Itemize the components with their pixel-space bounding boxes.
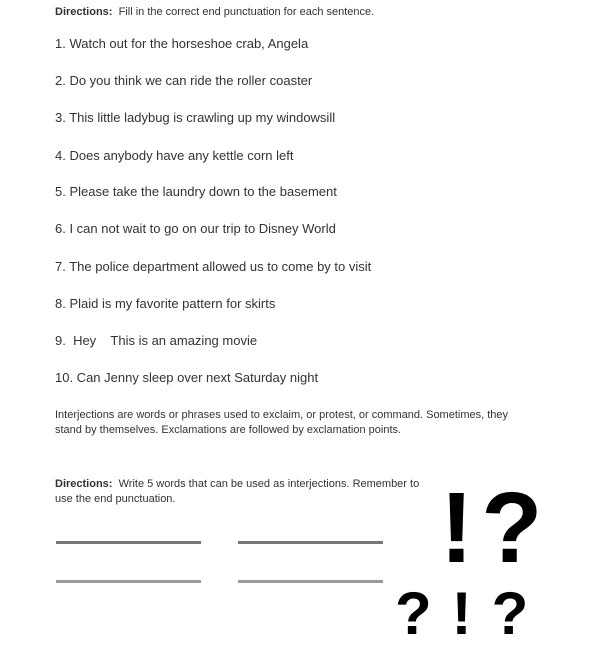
sentence-9: 9. Hey This is an amazing movie — [55, 333, 258, 348]
sentence-1: 1. Watch out for the horseshoe crab, Angela — [55, 36, 309, 51]
sentence-7: 7. The police department allowed us to come by to visit — [55, 259, 372, 274]
punctuation-graphic: !? — [440, 472, 551, 584]
answer-line[interactable] — [238, 580, 383, 583]
punctuation-graphic-lower: ?!? — [395, 580, 549, 647]
sentence-10: 10. Can Jenny sleep over next Saturday night — [55, 370, 319, 385]
sentence-8: 8. Plaid is my favorite pattern for skirts — [55, 296, 276, 311]
directions-label: Directions: — [55, 6, 113, 18]
sentence-5: 5. Please take the laundry down to the basement — [55, 184, 337, 199]
sentence-4: 4. Does anybody have any kettle corn left — [55, 148, 294, 163]
directions-text: Fill in the correct end punctuation for each sentence. — [118, 6, 375, 18]
interjection-paragraph: Interjections are words or phrases used to exclaim, or protest, or command. Sometimes, they stand by themselves. Exclamations are followed by exclamation points. — [55, 409, 509, 436]
sentence-6: 6. I can not wait to go on our trip to Disney World — [55, 221, 336, 236]
sentence-3: 3. This little ladybug is crawling up my windowsill — [55, 110, 336, 125]
answer-line[interactable] — [238, 541, 383, 544]
answer-line[interactable] — [56, 580, 201, 583]
directions-text: Write 5 words that can be used as interjections. Remember to use the end punctuation. — [55, 478, 420, 505]
sentence-2: 2. Do you think we can ride the roller coaster — [55, 73, 313, 88]
directions-label: Directions: — [55, 478, 113, 490]
directions-2 — [55, 477, 425, 507]
directions-1 — [55, 5, 525, 20]
answer-line[interactable] — [56, 541, 201, 544]
